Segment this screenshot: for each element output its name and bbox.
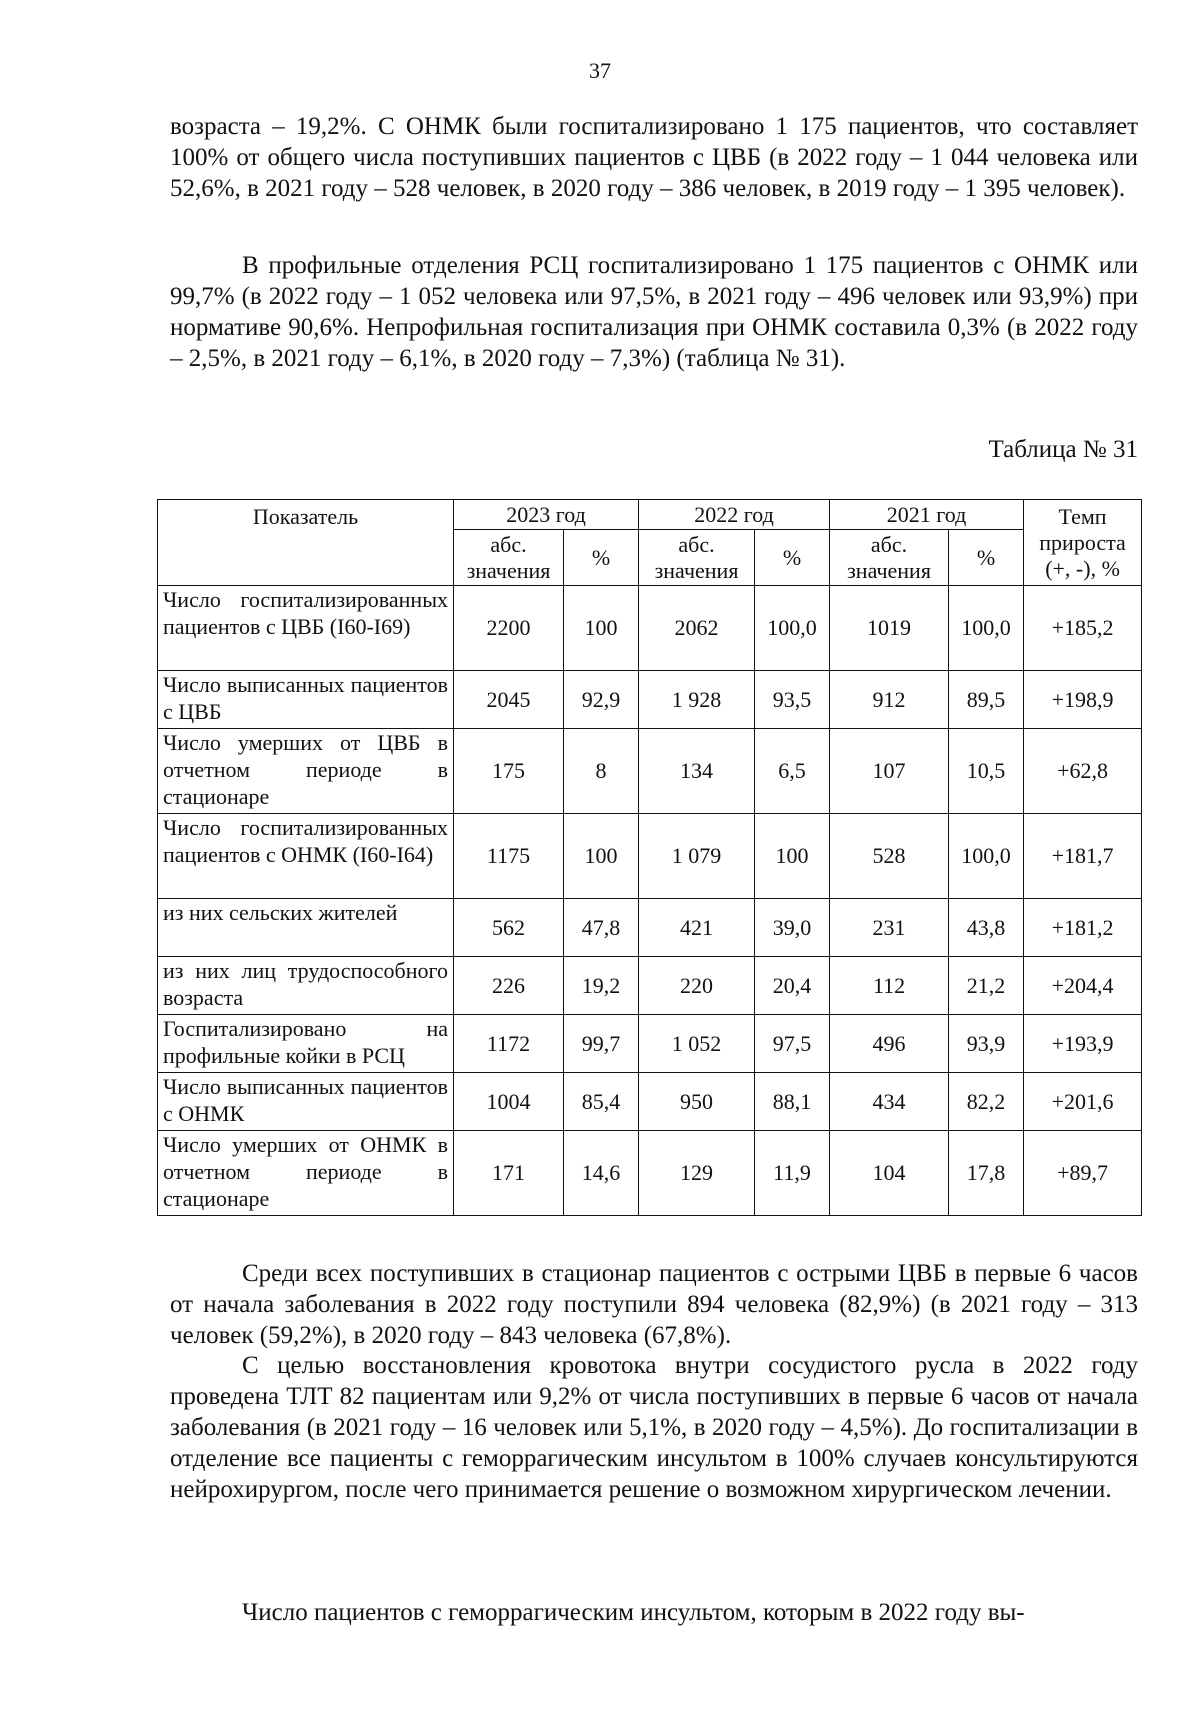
table-row <box>158 1015 1142 1073</box>
cell-abs-2022: 2062 <box>639 586 755 671</box>
cell-growth: +181,7 <box>1024 814 1142 899</box>
cell-abs-2023: 175 <box>454 729 564 814</box>
cell-abs-2023: 171 <box>454 1131 564 1216</box>
cell-pct-2023: 92,9 <box>564 671 639 729</box>
header-year-2022: 2022 год <box>639 500 830 530</box>
cell-abs-2023: 562 <box>454 899 564 957</box>
cell-pct-2022: 88,1 <box>755 1073 830 1131</box>
table-row <box>158 671 1142 729</box>
cell-growth: +185,2 <box>1024 586 1142 671</box>
cell-pct-2022: 11,9 <box>755 1131 830 1216</box>
row-label: Число выписанных пациентов с ЦВБ <box>158 671 454 729</box>
header-pct-2021: % <box>949 530 1024 586</box>
cell-pct-2023: 47,8 <box>564 899 639 957</box>
cell-pct-2023: 99,7 <box>564 1015 639 1073</box>
page-number: 37 <box>589 58 611 83</box>
cell-pct-2023: 19,2 <box>564 957 639 1015</box>
header-year-2023: 2023 год <box>454 500 639 530</box>
cell-pct-2021: 17,8 <box>949 1131 1024 1216</box>
cell-pct-2021: 10,5 <box>949 729 1024 814</box>
cell-abs-2022: 129 <box>639 1131 755 1216</box>
table-row <box>158 957 1142 1015</box>
cell-growth: +204,4 <box>1024 957 1142 1015</box>
header-abs-2022: абс. значения <box>639 530 755 586</box>
cell-pct-2021: 43,8 <box>949 899 1024 957</box>
cell-abs-2023: 1175 <box>454 814 564 899</box>
cell-abs-2021: 104 <box>830 1131 949 1216</box>
header-year-2021: 2021 год <box>830 500 1024 530</box>
table-row <box>158 814 1142 899</box>
cell-abs-2022: 134 <box>639 729 755 814</box>
header-indicator: Показатель <box>158 500 454 586</box>
header-abs-2023: абс. значения <box>454 530 564 586</box>
table-row <box>158 729 1142 814</box>
row-label: Госпитализировано на профильные койки в РСЦ <box>158 1015 454 1073</box>
header-abs-2021: абс. значения <box>830 530 949 586</box>
row-label: Число умерших от ОНМК в отчетном периоде в стационаре <box>158 1131 454 1216</box>
cell-abs-2023: 2045 <box>454 671 564 729</box>
cell-abs-2022: 1 079 <box>639 814 755 899</box>
cell-pct-2022: 100,0 <box>755 586 830 671</box>
header-pct-2022: % <box>755 530 830 586</box>
cell-abs-2021: 1019 <box>830 586 949 671</box>
cell-pct-2021: 82,2 <box>949 1073 1024 1131</box>
cell-abs-2022: 1 928 <box>639 671 755 729</box>
cell-abs-2021: 496 <box>830 1015 949 1073</box>
table-caption: Таблица № 31 <box>988 436 1138 463</box>
cell-growth: +89,7 <box>1024 1131 1142 1216</box>
cell-abs-2021: 112 <box>830 957 949 1015</box>
cell-abs-2021: 912 <box>830 671 949 729</box>
header-pct-2023: % <box>564 530 639 586</box>
row-label: из них лиц трудоспособного возраста <box>158 957 454 1015</box>
cell-pct-2021: 89,5 <box>949 671 1024 729</box>
cell-abs-2022: 220 <box>639 957 755 1015</box>
header-growth-rate: Темп прироста (+, -), % <box>1024 500 1142 586</box>
cell-growth: +201,6 <box>1024 1073 1142 1131</box>
cell-abs-2023: 226 <box>454 957 564 1015</box>
row-label: Число госпитализированных пациентов с ОНМК (I60-I64) <box>158 814 454 899</box>
statistics-table <box>157 499 1142 1216</box>
cell-abs-2021: 231 <box>830 899 949 957</box>
cell-pct-2023: 85,4 <box>564 1073 639 1131</box>
row-label: Число выписанных пациентов с ОНМК <box>158 1073 454 1131</box>
paragraph-4: С целью восстановления кровотока внутри сосудистого русла в 2022 году проведена ТЛТ 82 пациентам или 9,2% от числа поступивших в первые 6 часов от начала заболевания (в 2021 году – 16 человек или 5,1%, в 2020 году – 4,5%). До госпитализации в отделение все пациенты с геморрагическим инсультом в 100% случаев консультируются нейрохирургом, после чего принимается решение о возможном хирургическом лечении. <box>170 1352 1138 1503</box>
cell-pct-2022: 93,5 <box>755 671 830 729</box>
cell-abs-2021: 107 <box>830 729 949 814</box>
cell-pct-2022: 20,4 <box>755 957 830 1015</box>
cell-abs-2021: 434 <box>830 1073 949 1131</box>
cell-abs-2023: 1004 <box>454 1073 564 1131</box>
cell-pct-2021: 93,9 <box>949 1015 1024 1073</box>
table-row <box>158 899 1142 957</box>
cell-abs-2022: 421 <box>639 899 755 957</box>
paragraph-1: возраста – 19,2%. С ОНМК были госпитализировано 1 175 пациентов, что составляет 100% от общего числа поступивших пациентов с ЦВБ (в 2022 году – 1 044 человека или 52,6%, в 2021 году – 528 человек, в 2020 году – 386 человек, в 2019 году – 1 395 человек). <box>170 113 1138 202</box>
table-row <box>158 1131 1142 1216</box>
cell-pct-2023: 100 <box>564 586 639 671</box>
cell-pct-2023: 100 <box>564 814 639 899</box>
row-label: Число умерших от ЦВБ в отчетном периоде в стационаре <box>158 729 454 814</box>
cell-pct-2022: 39,0 <box>755 899 830 957</box>
row-label: Число госпитализированных пациентов с ЦВБ (I60-I69) <box>158 586 454 671</box>
cell-pct-2022: 97,5 <box>755 1015 830 1073</box>
paragraph-5: Число пациентов с геморрагическим инсультом, которым в 2022 году вы- <box>242 1599 1025 1626</box>
cell-abs-2022: 1 052 <box>639 1015 755 1073</box>
cell-abs-2023: 2200 <box>454 586 564 671</box>
cell-growth: +193,9 <box>1024 1015 1142 1073</box>
cell-pct-2023: 8 <box>564 729 639 814</box>
cell-pct-2021: 100,0 <box>949 814 1024 899</box>
cell-abs-2022: 950 <box>639 1073 755 1131</box>
cell-growth: +181,2 <box>1024 899 1142 957</box>
row-label: из них сельских жителей <box>158 899 454 957</box>
cell-growth: +62,8 <box>1024 729 1142 814</box>
cell-abs-2021: 528 <box>830 814 949 899</box>
cell-pct-2021: 21,2 <box>949 957 1024 1015</box>
table-row <box>158 1073 1142 1131</box>
cell-growth: +198,9 <box>1024 671 1142 729</box>
cell-pct-2022: 6,5 <box>755 729 830 814</box>
cell-pct-2021: 100,0 <box>949 586 1024 671</box>
table-row <box>158 586 1142 671</box>
cell-abs-2023: 1172 <box>454 1015 564 1073</box>
paragraph-2: В профильные отделения РСЦ госпитализировано 1 175 пациентов с ОНМК или 99,7% (в 2022 году – 1 052 человека или 97,5%, в 2021 году – 496 человек или 93,9%) при нормативе 90,6%. Непрофильная госпитализация при ОНМК составила 0,3% (в 2022 году – 2,5%, в 2021 году – 6,1%, в 2020 году – 7,3%) (таблица № 31). <box>170 252 1138 372</box>
cell-pct-2023: 14,6 <box>564 1131 639 1216</box>
paragraph-3: Среди всех поступивших в стационар пациентов с острыми ЦВБ в первые 6 часов от начала заболевания в 2022 году поступили 894 человека (82,9%) (в 2021 году – 313 человек (59,2%), в 2020 году – 843 человека (67,8%). <box>170 1260 1138 1349</box>
cell-pct-2022: 100 <box>755 814 830 899</box>
